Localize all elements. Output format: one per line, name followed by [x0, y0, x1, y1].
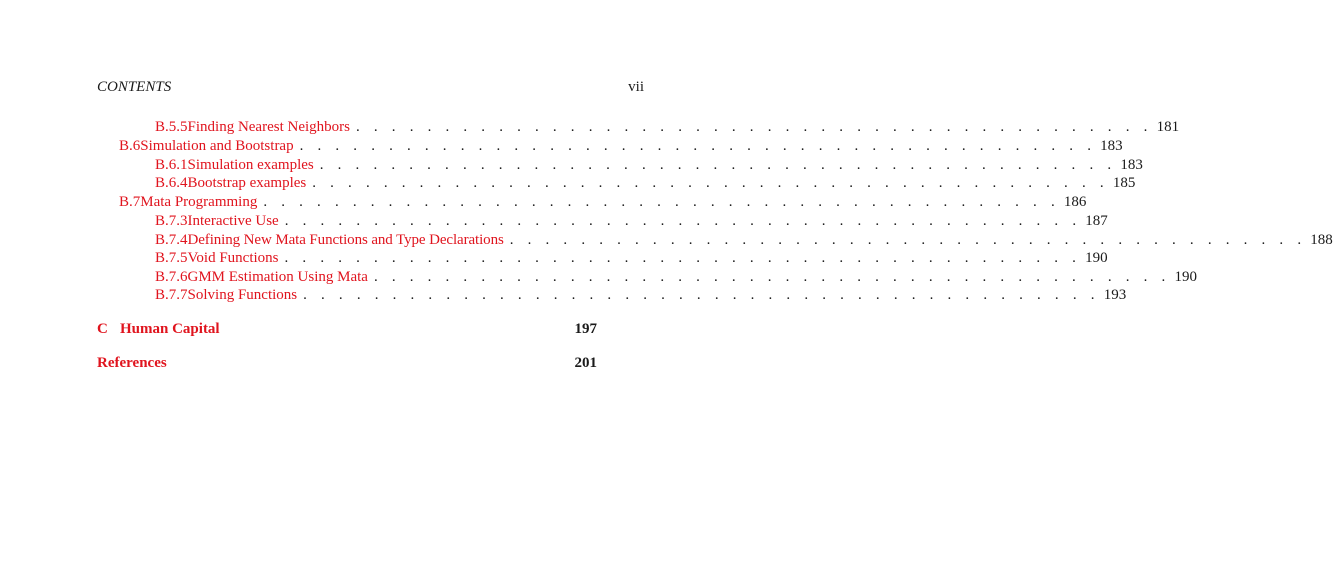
- toc-entry-page: 187: [1085, 213, 1108, 229]
- toc-entry-b-7-6[interactable]: [155, 268, 1197, 286]
- dot-leader: . . . . . . . . . . . . . . . . . . . . . . . . . . . . . . . . . . . . . . . . . . . . .: [299, 138, 1097, 154]
- toc-entry-b-7-3[interactable]: [155, 212, 1108, 230]
- toc-chapter-references[interactable]: [97, 354, 167, 372]
- toc-entry-number[interactable]: B.6.1: [155, 157, 188, 173]
- dot-leader: . . . . . . . . . . . . . . . . . . . . . . . . . . . . . . . . . . . . . . . . . . . . .: [356, 119, 1153, 135]
- toc-entry-title[interactable]: Simulation and Bootstrap: [140, 138, 294, 154]
- toc-entry-number[interactable]: B.7: [119, 194, 141, 210]
- toc-entry-title[interactable]: Void Functions: [187, 250, 279, 266]
- dot-leader: . . . . . . . . . . . . . . . . . . . . . . . . . . . . . . . . . . . . . . . . . . . . .: [373, 269, 1171, 285]
- toc-entry-title[interactable]: Solving Functions: [187, 287, 298, 303]
- toc-entry-number[interactable]: B.7.3: [155, 213, 188, 229]
- toc-entry-title[interactable]: Interactive Use: [187, 213, 279, 229]
- running-head: CONTENTS: [97, 79, 172, 95]
- toc-entry-number[interactable]: B.7.6: [155, 269, 188, 285]
- toc-chapter-page: 197: [574, 321, 597, 337]
- toc-entry-page: 193: [1103, 287, 1127, 303]
- page-number: vii: [628, 79, 644, 95]
- toc-entry-title[interactable]: Finding Nearest Neighbors: [187, 119, 350, 135]
- dot-leader: . . . . . . . . . . . . . . . . . . . . . . . . . . . . . . . . . . . . . . . . . . . . .: [263, 194, 1060, 210]
- toc-chapter-number[interactable]: C: [97, 321, 108, 337]
- toc-entry-page: 183: [1100, 138, 1123, 154]
- dot-leader: . . . . . . . . . . . . . . . . . . . . . . . . . . . . . . . . . . . . . . . . . . . . .: [303, 287, 1100, 303]
- dot-leader: . . . . . . . . . . . . . . . . . . . . . . . . . . . . . . . . . . . . . . . . . . . . .: [284, 213, 1082, 229]
- toc-chapter-title[interactable]: Human Capital: [120, 321, 220, 337]
- toc-entry-title[interactable]: Bootstrap examples: [187, 175, 307, 191]
- toc-entry-number[interactable]: B.7.4: [155, 232, 188, 248]
- toc-entry-title[interactable]: Mata Programming: [140, 194, 258, 210]
- toc-entry-b-7[interactable]: [119, 193, 1087, 211]
- toc-entry-number[interactable]: B.6.4: [155, 175, 188, 191]
- toc-entry-title[interactable]: Simulation examples: [187, 157, 314, 173]
- toc-entry-page: 181: [1156, 119, 1180, 135]
- toc-chapter-title[interactable]: References: [97, 355, 167, 371]
- toc-entry-page: 190: [1085, 250, 1108, 266]
- toc-entry-b-7-5[interactable]: [155, 249, 1108, 267]
- dot-leader: . . . . . . . . . . . . . . . . . . . . . . . . . . . . . . . . . . . . . . . . . . . . .: [319, 157, 1117, 173]
- toc-entry-title[interactable]: Defining New Mata Functions and Type Declarations: [187, 232, 504, 248]
- toc-chapter-page: 201: [574, 355, 597, 371]
- toc-entry-page: 190: [1174, 269, 1197, 285]
- toc-entry-page: 183: [1120, 157, 1143, 173]
- toc-entry-title[interactable]: GMM Estimation Using Mata: [187, 269, 368, 285]
- toc-entry-number[interactable]: B.7.5: [155, 250, 188, 266]
- toc-entry-page: 188: [1310, 232, 1333, 248]
- toc-entry-page: 185: [1112, 175, 1136, 191]
- toc-entry-b-6-1[interactable]: [155, 156, 1143, 174]
- toc-entry-number[interactable]: B.7.7: [155, 287, 188, 303]
- toc-entry-b-6-4[interactable]: [155, 174, 1136, 192]
- toc-entry-b-7-7[interactable]: [155, 286, 1127, 304]
- toc-entry-number[interactable]: B.5.5: [155, 119, 188, 135]
- toc-entry-page: 186: [1063, 194, 1087, 210]
- toc-chapter-c[interactable]: [97, 320, 220, 338]
- toc-entry-b-5-5[interactable]: [155, 118, 1180, 136]
- toc-entry-number[interactable]: B.6: [119, 138, 141, 154]
- dot-leader: . . . . . . . . . . . . . . . . . . . . . . . . . . . . . . . . . . . . . . . . . . . . .: [509, 232, 1307, 248]
- toc-entry-b-6[interactable]: [119, 137, 1123, 155]
- dot-leader: . . . . . . . . . . . . . . . . . . . . . . . . . . . . . . . . . . . . . . . . . . . . .: [284, 250, 1082, 266]
- dot-leader: . . . . . . . . . . . . . . . . . . . . . . . . . . . . . . . . . . . . . . . . . . . . .: [312, 175, 1109, 191]
- toc-entry-b-7-4[interactable]: [155, 231, 1333, 249]
